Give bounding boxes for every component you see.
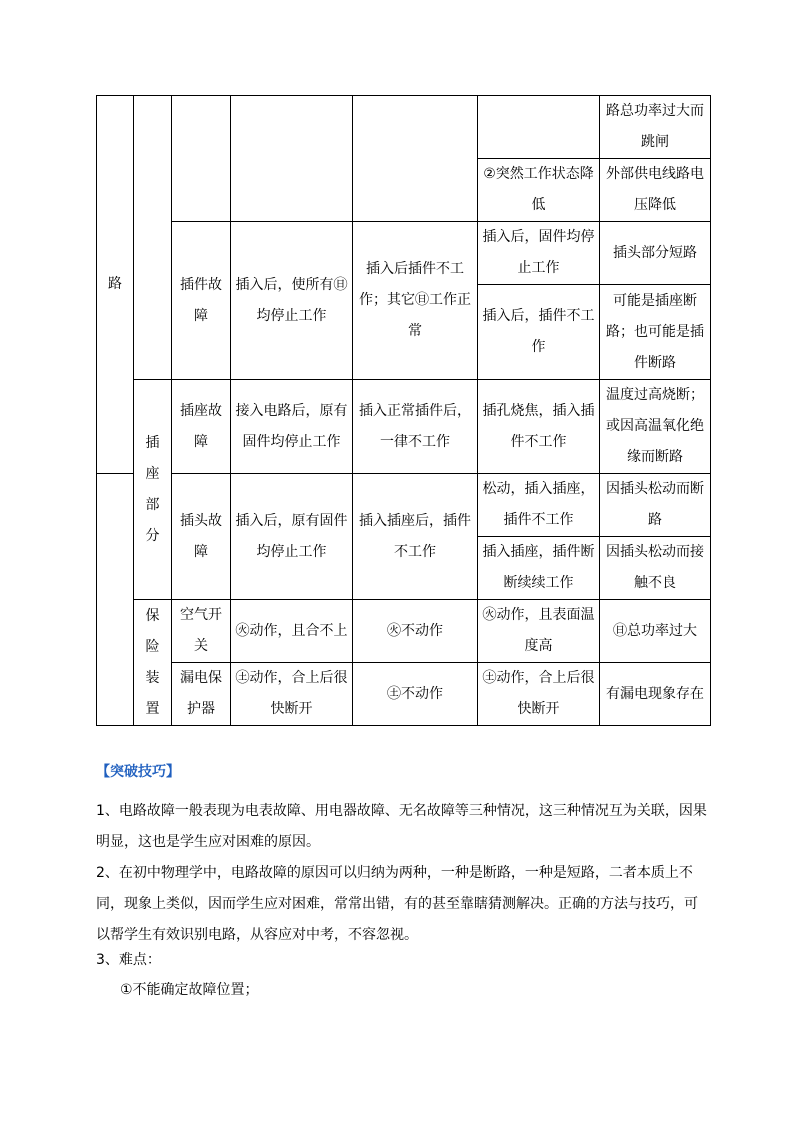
cell-device: 空气开关 xyxy=(172,600,231,663)
cell-device: 漏电保护器 xyxy=(172,663,231,726)
cell-symptom: 插入后，使所有㊐均停止工作 xyxy=(231,222,353,380)
cell-protection-section xyxy=(134,600,172,726)
cell-cause: 温度过高烧断；或因高温氧化绝缘而断路 xyxy=(600,380,711,474)
cell-cause: 有漏电现象存在 xyxy=(600,663,711,726)
cell-cause: 插头部分短路 xyxy=(600,222,711,285)
cell-symptom: ㊏不动作 xyxy=(353,663,478,726)
cell-cause: 路总功率过大而跳闸 xyxy=(600,96,711,159)
cell-symptom: 插入后，原有固件均停止工作 xyxy=(231,474,353,600)
tips-paragraph-3: 3、难点： xyxy=(96,952,161,968)
tips-difficulty-1: ①不能确定故障位置； xyxy=(120,982,259,998)
cell-phenomenon: ㊋动作，且表面温度高 xyxy=(478,600,600,663)
vchar: 部 xyxy=(145,496,160,513)
cell-phenomenon: 插孔烧焦，插入插件不工作 xyxy=(478,380,600,474)
cell-empty xyxy=(478,96,600,159)
cell-symptom: 插入插座后，插件不工作 xyxy=(353,474,478,600)
vchar: 保 xyxy=(145,607,160,624)
cell-phenomenon: 插入后，插件不工作 xyxy=(478,285,600,380)
cell-cause: ㊐总功率过大 xyxy=(600,600,711,663)
cell-symptom: 插入正常插件后，一律不工作 xyxy=(353,380,478,474)
cell-cause: 因插头松动而接触不良 xyxy=(600,537,711,600)
cell-empty xyxy=(172,96,231,222)
vchar: 装 xyxy=(145,669,160,686)
cell-circuit-label: 路 xyxy=(97,96,134,474)
vchar: 插 xyxy=(145,434,160,451)
cell-symptom: ㊋不动作 xyxy=(353,600,478,663)
cell-phenomenon: 插入插座，插件断断续续工作 xyxy=(478,537,600,600)
cell-symptom: 接入电路后，原有固件均停止工作 xyxy=(231,380,353,474)
cell-socket-section xyxy=(134,380,172,600)
cell-cause: 外部供电线路电压降低 xyxy=(600,159,711,222)
vchar: 置 xyxy=(145,700,160,717)
tips-heading: 【突破技巧】 xyxy=(96,764,180,780)
cell-fault-type: 插座故障 xyxy=(172,380,231,474)
cell-empty xyxy=(353,96,478,222)
cell-phenomenon: ②突然工作状态降低 xyxy=(478,159,600,222)
vchar: 座 xyxy=(145,465,160,482)
fault-table xyxy=(96,95,711,726)
cell-fault-type: 插头故障 xyxy=(172,474,231,600)
cell-phenomenon: 松动，插入插座，插件不工作 xyxy=(478,474,600,537)
cell-empty xyxy=(134,96,172,380)
cell-fault-type: 插件故障 xyxy=(172,222,231,380)
cell-symptom: 插入后插件不工作；其它㊐工作正常 xyxy=(353,222,478,380)
cell-symptom: ㊏动作，合上后很快断开 xyxy=(231,663,353,726)
vchar: 分 xyxy=(145,527,160,544)
cell-phenomenon: ㊏动作，合上后很快断开 xyxy=(478,663,600,726)
tips-paragraph-2: 2、在初中物理学中，电路故障的原因可以归纳为两种，一种是断路，一种是短路，二者本质上不同，现象上类似，因而学生应对困难，常常出错，有的甚至靠瞎猜测解决。正确的方法与技巧，可以帮学生有效识别电路，从容应对中考，不容忽视。 xyxy=(96,865,698,943)
cell-cause: 可能是插座断路；也可能是插件断路 xyxy=(600,285,711,380)
cell-empty xyxy=(231,96,353,222)
tips-paragraph-1: 1、电路故障一般表现为电表故障、用电器故障、无名故障等三种情况，这三种情况互为关联，因果明显，这也是学生应对困难的原因。 xyxy=(96,803,707,850)
cell-empty xyxy=(97,474,134,726)
cell-symptom: ㊋动作，且合不上 xyxy=(231,600,353,663)
cell-cause: 因插头松动而断路 xyxy=(600,474,711,537)
vchar: 险 xyxy=(145,638,160,655)
cell-phenomenon: 插入后，固件均停止工作 xyxy=(478,222,600,285)
